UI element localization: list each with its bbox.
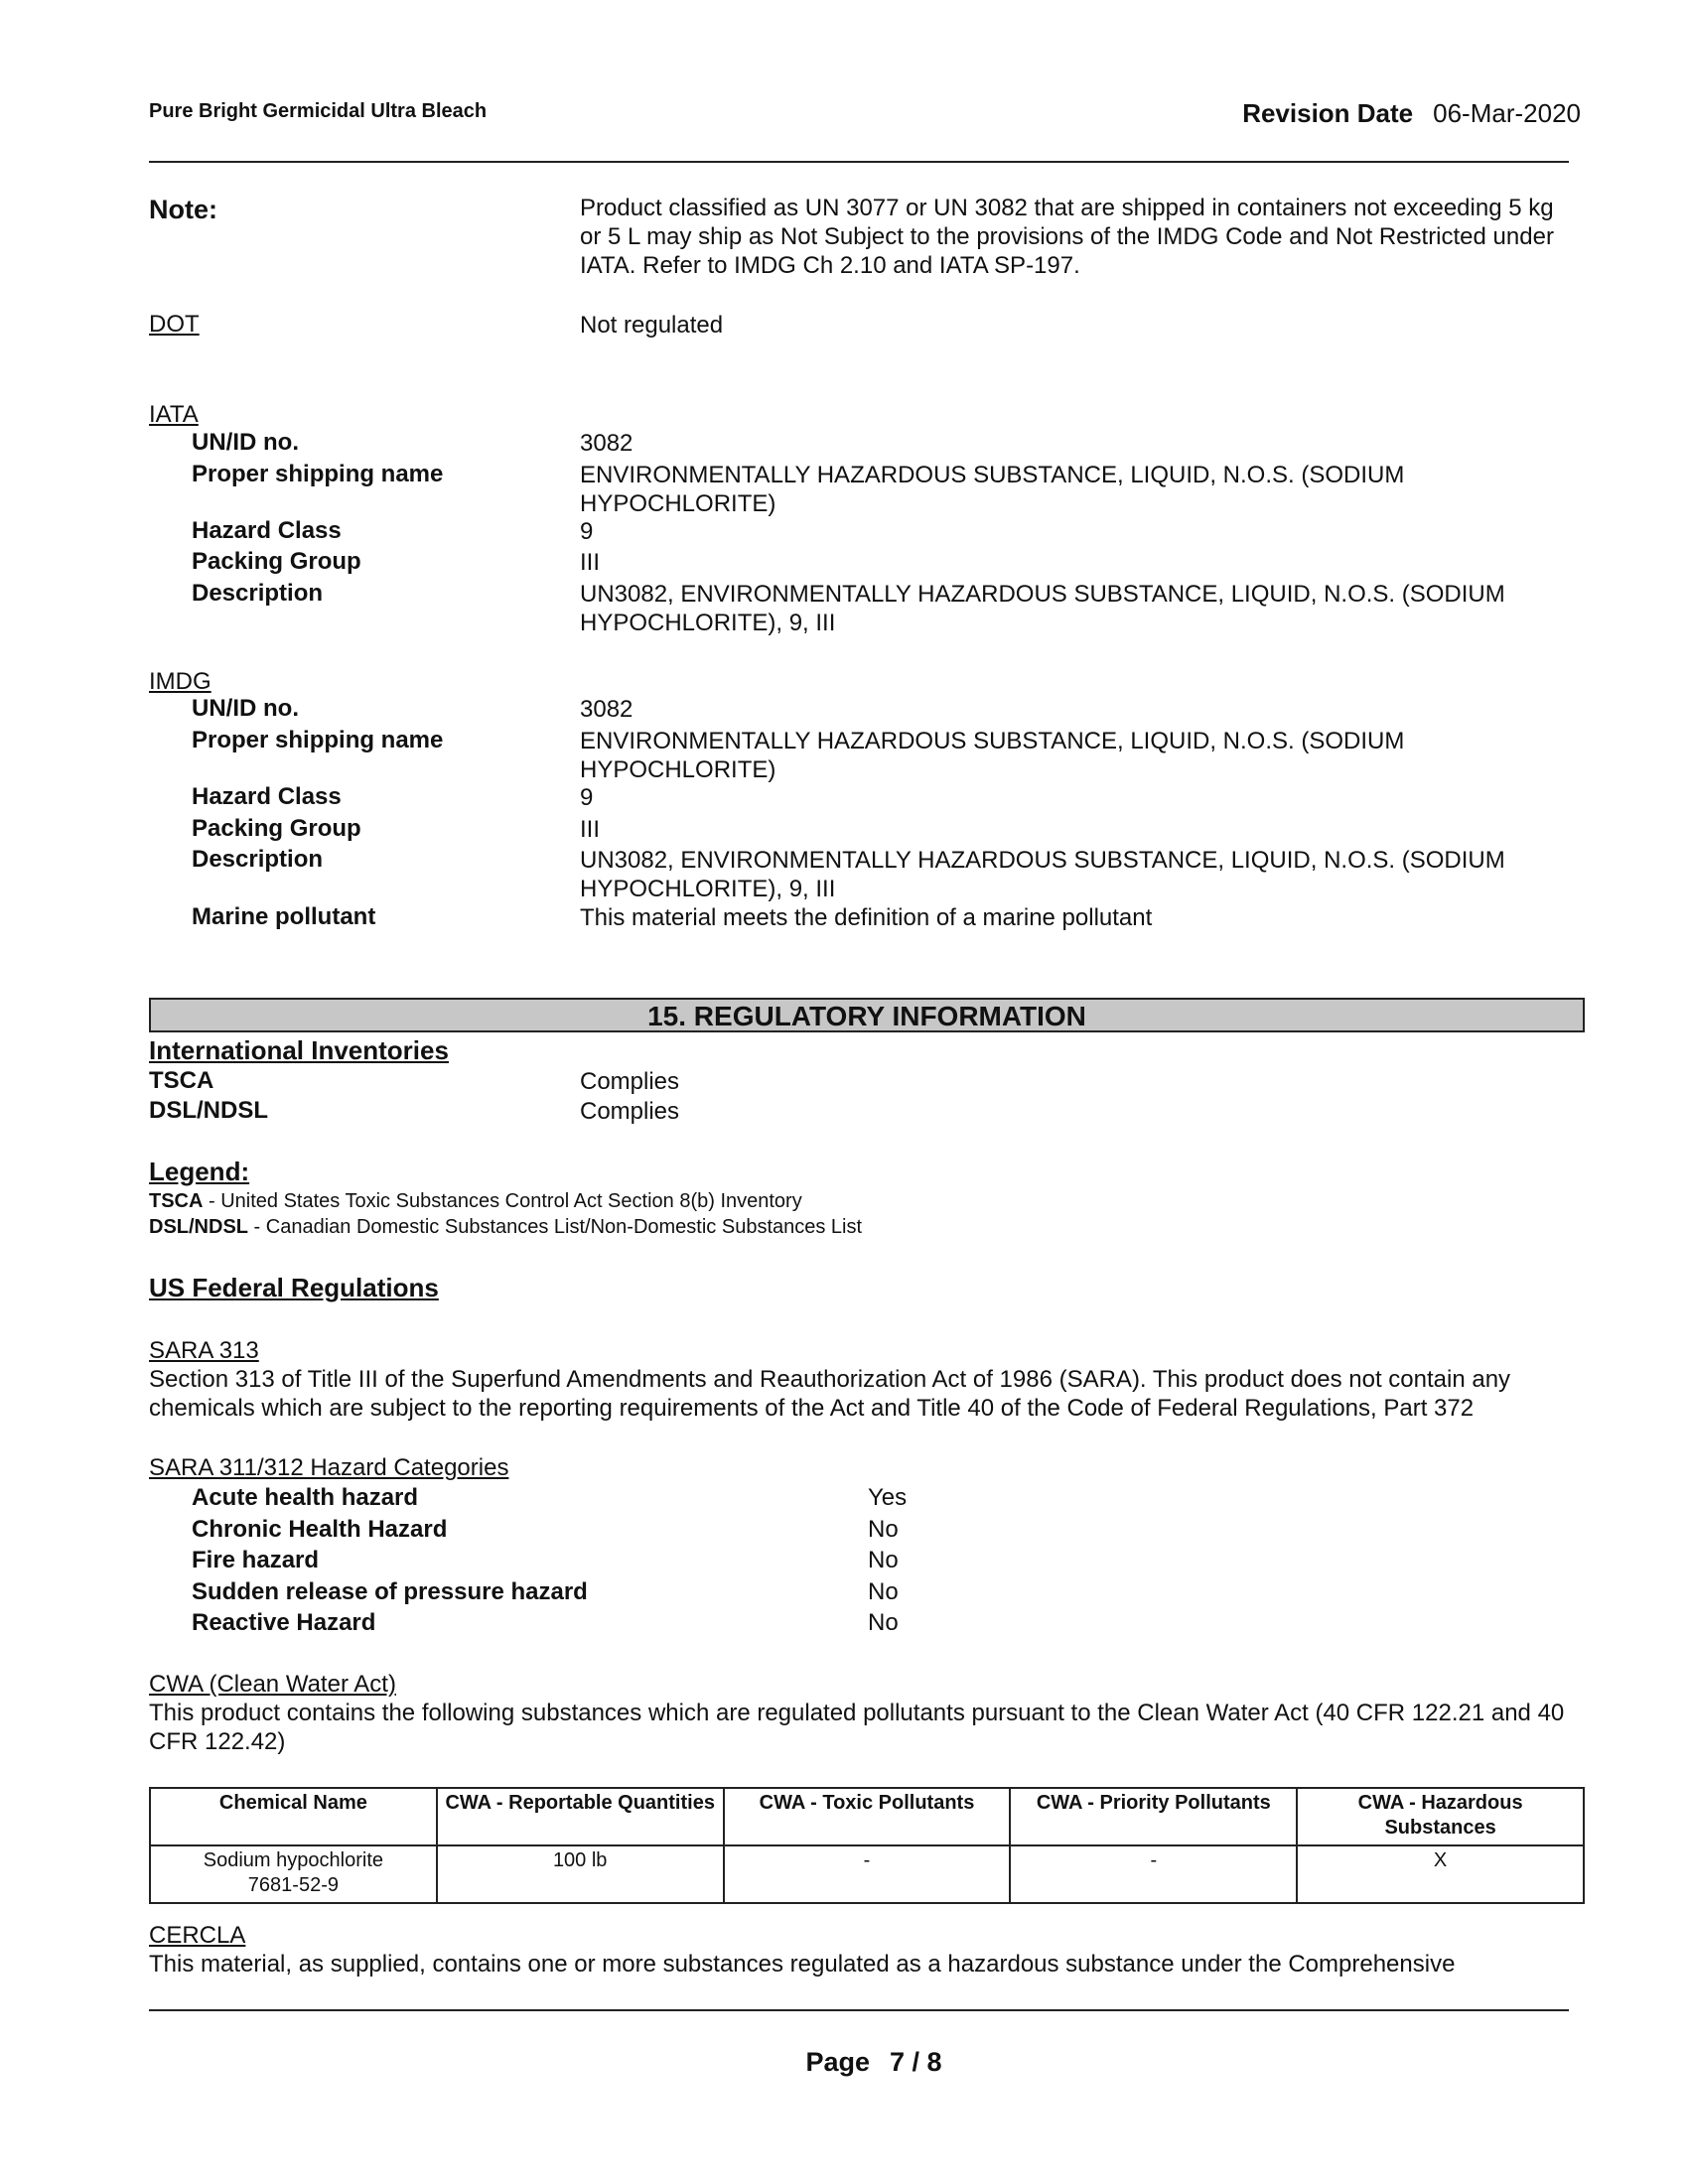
tsca-value: Complies	[580, 1068, 680, 1095]
dot-value: Not regulated	[580, 312, 724, 339]
acute-health-hazard-value: Yes	[868, 1484, 908, 1511]
page-number	[0, 2047, 1688, 2078]
cwa-cell-reportable: 100 lb	[437, 1845, 724, 1903]
iata-packing-group-label: Packing Group	[192, 548, 361, 575]
iata-packing-group-value: III	[580, 549, 601, 576]
chronic-health-hazard-value: No	[868, 1516, 899, 1543]
section-15-title: 15. REGULATORY INFORMATION	[149, 998, 1585, 1032]
iata-shipping-name-value: ENVIRONMENTALLY HAZARDOUS SUBSTANCE, LIQUID, N.O.S. (SODIUM HYPOCHLORITE)	[580, 462, 1405, 517]
legend-tsca-text: - United States Toxic Substances Control Act Section 8(b) Inventory	[203, 1190, 802, 1212]
sara-313-heading: SARA 313	[149, 1337, 259, 1364]
revision-date	[1242, 98, 1581, 129]
imdg-description-value: UN3082, ENVIRONMENTALLY HAZARDOUS SUBSTANCE, LIQUID, N.O.S. (SODIUM HYPOCHLORITE), 9, III	[580, 847, 1505, 902]
iata-shipping-name-label: Proper shipping name	[192, 461, 444, 487]
dsl-ndsl-value: Complies	[580, 1098, 680, 1125]
dot-label: DOT	[149, 311, 200, 338]
imdg-packing-group-label: Packing Group	[192, 815, 361, 842]
cwa-table	[149, 1787, 1585, 1904]
iata-description-value: UN3082, ENVIRONMENTALLY HAZARDOUS SUBSTANCE, LIQUID, N.O.S. (SODIUM HYPOCHLORITE), 9, III	[580, 581, 1505, 636]
dsl-ndsl-label: DSL/NDSL	[149, 1097, 268, 1124]
legend-dsl-ndsl-abbr: DSL/NDSL	[149, 1216, 248, 1238]
note-text: Product classified as UN 3077 or UN 3082 that are shipped in containers not exceeding 5 kg or 5 L may ship as Not Subject to the provisions of the IMDG Code and Not Restricted under IATA. Refer to IMDG Ch 2.10 and IATA SP-197.	[580, 195, 1554, 279]
legend-dsl-ndsl-text: - Canadian Domestic Substances List/Non-Domestic Substances List	[248, 1216, 863, 1238]
imdg-marine-pollutant-label: Marine pollutant	[192, 903, 376, 930]
reactive-hazard-value: No	[868, 1609, 899, 1636]
cwa-table-header-row	[150, 1788, 1584, 1845]
cwa-text: This product contains the following substances which are regulated pollutants pursuant to the Clean Water Act (40 CFR 122.21 and 40 CFR 122.42)	[149, 1700, 1565, 1755]
imdg-unid-value: 3082	[580, 696, 633, 723]
cwa-chemical-cas: 7681-52-9	[247, 1874, 339, 1896]
imdg-unid-label: UN/ID no.	[192, 695, 299, 722]
iata-hazard-class-value: 9	[580, 518, 594, 545]
cwa-cell-toxic: -	[724, 1845, 1011, 1903]
sudden-release-hazard-value: No	[868, 1578, 899, 1605]
page-value: 7 / 8	[890, 2047, 942, 2077]
cwa-col-reportable-quantities: CWA - Reportable Quantities	[437, 1788, 724, 1845]
imdg-label: IMDG	[149, 668, 211, 695]
legend-tsca-abbr: TSCA	[149, 1190, 204, 1212]
cwa-col-toxic-pollutants: CWA - Toxic Pollutants	[724, 1788, 1011, 1845]
revision-date-value: 06-Mar-2020	[1433, 98, 1581, 128]
cercla-text: This material, as supplied, contains one or more substances regulated as a hazardous substance under the Comprehensive	[149, 1951, 1456, 1978]
revision-label: Revision Date	[1242, 98, 1414, 128]
header-divider	[149, 161, 1569, 163]
iata-hazard-class-label: Hazard Class	[192, 517, 342, 544]
acute-health-hazard-label: Acute health hazard	[192, 1484, 419, 1511]
cwa-cell-priority: -	[1010, 1845, 1297, 1903]
cwa-col-hazardous-substances: CWA - Hazardous Substances	[1297, 1788, 1584, 1845]
us-federal-regulations-heading: US Federal Regulations	[149, 1273, 439, 1302]
sara-313-text: Section 313 of Title III of the Superfund Amendments and Reauthorization Act of 1986 (SARA). This product does not contain any chemicals which are subject to the reporting requirements of the Act and Title 40 of the Code of Federal Regulations, Part 372	[149, 1366, 1511, 1422]
imdg-shipping-name-value: ENVIRONMENTALLY HAZARDOUS SUBSTANCE, LIQUID, N.O.S. (SODIUM HYPOCHLORITE)	[580, 728, 1405, 783]
imdg-hazard-class-label: Hazard Class	[192, 783, 342, 810]
iata-description-label: Description	[192, 580, 324, 607]
cwa-cell-chemical	[150, 1845, 437, 1903]
cwa-col-priority-pollutants: CWA - Priority Pollutants	[1010, 1788, 1297, 1845]
iata-unid-label: UN/ID no.	[192, 429, 299, 456]
iata-unid-value: 3082	[580, 430, 633, 457]
fire-hazard-value: No	[868, 1547, 899, 1573]
cwa-col-chemical-name: Chemical Name	[150, 1788, 437, 1845]
chronic-health-hazard-label: Chronic Health Hazard	[192, 1516, 448, 1543]
table-row	[150, 1845, 1584, 1903]
imdg-shipping-name-label: Proper shipping name	[192, 727, 444, 753]
fire-hazard-label: Fire hazard	[192, 1547, 320, 1573]
reactive-hazard-label: Reactive Hazard	[192, 1609, 376, 1636]
cwa-heading: CWA (Clean Water Act)	[149, 1671, 396, 1698]
sudden-release-hazard-label: Sudden release of pressure hazard	[192, 1578, 588, 1605]
imdg-description-label: Description	[192, 846, 324, 873]
legend-heading: Legend:	[149, 1157, 250, 1186]
iata-label: IATA	[149, 401, 199, 428]
page-label: Page	[805, 2047, 870, 2077]
cwa-chemical-name: Sodium hypochlorite	[203, 1849, 383, 1871]
footer-divider	[149, 2009, 1569, 2011]
sara-311-312-heading: SARA 311/312 Hazard Categories	[149, 1454, 509, 1481]
imdg-packing-group-value: III	[580, 816, 601, 843]
international-inventories-heading: International Inventories	[149, 1035, 449, 1065]
cercla-heading: CERCLA	[149, 1922, 246, 1949]
note-label: Note:	[149, 195, 217, 224]
cwa-cell-hazardous: X	[1297, 1845, 1584, 1903]
product-name: Pure Bright Germicidal Ultra Bleach	[149, 100, 488, 122]
legend-dsl-ndsl	[149, 1216, 862, 1239]
imdg-hazard-class-value: 9	[580, 784, 594, 811]
legend-tsca	[149, 1190, 802, 1213]
tsca-label: TSCA	[149, 1067, 214, 1094]
imdg-marine-pollutant-value: This material meets the definition of a marine pollutant	[580, 904, 1153, 931]
